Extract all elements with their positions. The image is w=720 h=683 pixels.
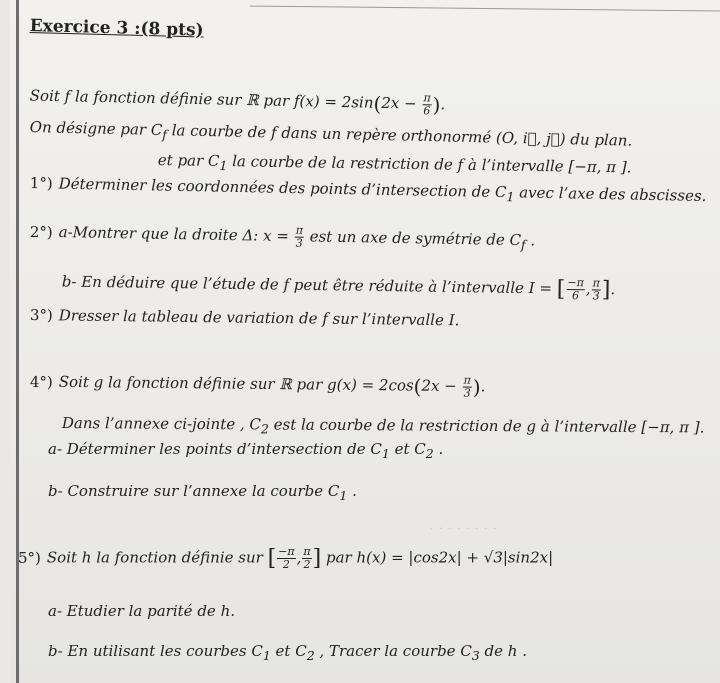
question-1: 1°) Déterminer les coordonnées des points d’intersection de $C_1$ avec l’axe des abscisses. — [29, 174, 707, 205]
question-3-number: 3°) — [29, 306, 53, 325]
intro-line1-arg: 2x − — [381, 93, 417, 113]
question-3: 3°) Dresser la tableau de variation de f sur l’intervalle I. — [29, 306, 460, 330]
intro-line-1: Soit f la fonction définie sur ℝ par f(x) = 2sin(2x − $\frac{\pi}{6}$ ). — [29, 86, 446, 118]
repere: (O, i⃗, j⃗) — [495, 128, 566, 149]
question-2b: b- En déduire que l’étude de f peut être réduite à l’intervalle I = [ $\frac{-\pi}{6}$ , $\frac{\pi}{3}$ ]. — [61, 272, 616, 303]
h-definition: h(x) = |cos2x| + √3|sin2x| — [356, 548, 554, 567]
question-5a: a- Etudier la parité de h. — [48, 602, 236, 620]
intro-line1-func: f(x) = 2sin — [293, 92, 374, 112]
question-4-annex: Dans l’annexe ci-jointe , $C_2$ est la courbe de la restriction de g à l’intervalle [−π, π ]. — [61, 414, 705, 437]
question-1-number: 1°) — [29, 174, 53, 193]
question-5: 5°) Soit h la fonction définie sur [ $\frac{-\pi}{2}$ , $\frac{\pi}{2}$ ] par h(x) = |cos2x| + √3|sin2x| — [18, 545, 554, 571]
question-5b: b- En utilisant les courbes $C_1$ et $C_2$ , Tracer la courbe $C_3$ de h . — [48, 642, 527, 663]
intro-line-2: On désigne par $C_f$ la courbe de f dans un repère orthonormé (O, i⃗, j⃗) du plan. — [29, 118, 633, 150]
question-5-number: 5°) — [18, 548, 41, 567]
q2a-frac: $\frac{\pi}{3}$ — [295, 223, 304, 250]
question-4-number: 4°) — [29, 372, 53, 391]
question-4a: a- Déterminer les points d’intersection de $C_1$ et $C_2$ . — [48, 440, 444, 461]
interval-c1: [−π, π ]. — [568, 157, 632, 177]
intro-line1-text: Soit f la fonction définie sur ℝ par — [29, 86, 290, 110]
margin-rule — [16, 0, 19, 683]
intro-line-3: et par $C_1$ la courbe de la restriction de f à l’intervalle [−π, π ]. — [157, 151, 632, 177]
question-4: 4°) Soit g la fonction définie sur ℝ par g(x) = 2cos(2x − $\frac{\pi}{3}$ ). — [29, 372, 486, 400]
bleed-through-text: · · · · · · · · — [430, 522, 498, 535]
question-2a: 2°) a-Montrer que la droite Δ: x = $\frac{\pi}{3}$ est un axe de symétrie de $C_f$ . — [29, 222, 536, 253]
question-4b: b- Construire sur l’annexe la courbe $C_1$ . — [48, 482, 357, 503]
intro-line1-frac: $\frac{\pi}{6}$ — [423, 91, 431, 118]
question-2-number: 2°) — [29, 222, 53, 241]
exercise-title: Exercice 3 :(8 pts) — [29, 16, 204, 41]
